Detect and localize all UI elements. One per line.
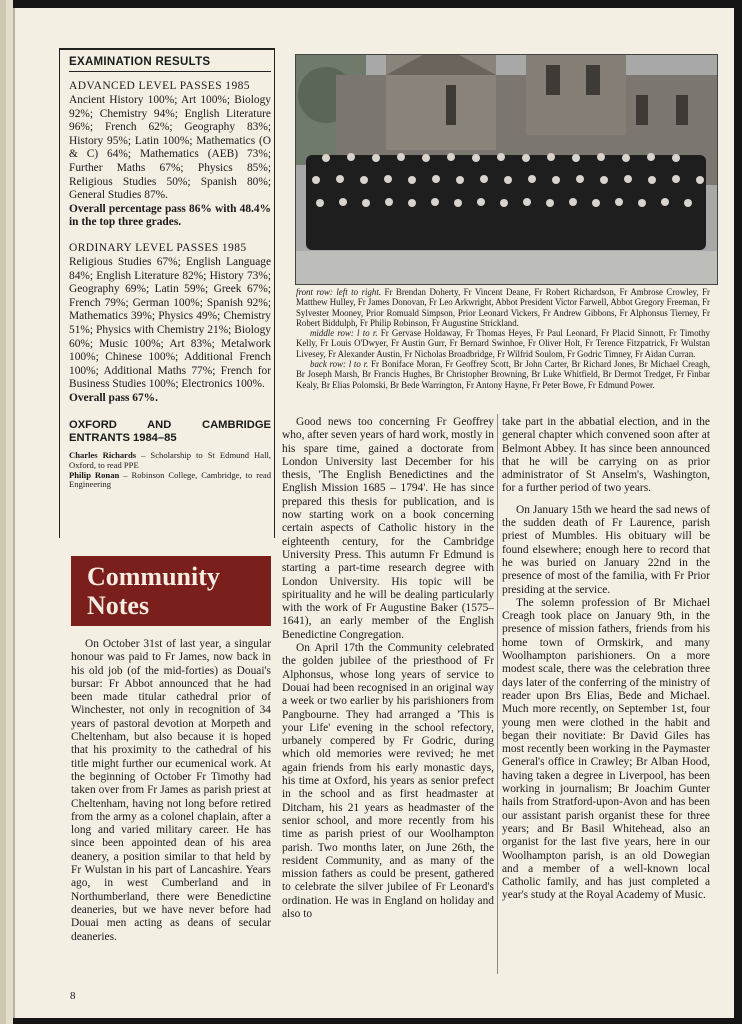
oxbridge-heading: OXFORD AND CAMBRIDGE ENTRANTS 1984–85 [69, 419, 271, 445]
body-paragraph: Good news too concerning Fr Geoffrey who, after seven years of hard work, mostly in his spare time, gained a doctorate from London University last December for his thesis, 'The English Benedictines and the English Mission 1685 – 1794'. He has since prepared this thesis for publication, and is now starting work on a book concerning certain aspects of Catholic history in the eighteenth century, for the Cambridge University Press. This autumn Fr Edmund is starting a part-time research degree with London University. His topic will be spirituality and he will be dealing particularly with the work of Fr Augustine Baker (1575–1641), an early member of the English Benedictine Congregation. [282, 416, 494, 641]
box-left-rule [59, 48, 60, 538]
caption-row-label: front row: left to right. [296, 287, 382, 297]
ordinary-text: Religious Studies 67%; English Language 84%; English Literature 82%; History 73%; Geography 69%; Latin 59%; Greek 67%; French 79%; German 100%; Spanish 92%; Mathematics 39%; Physics 49%; Chemistry 51%; Physics with Chemistry 21%; Biology 60%; Music 100%; Art 83%; Metalwork 100%; Chinese 100%; Additional French 100%; Additional Maths 77%; French for Business Studies 100%; Electronics 100%. [69, 255, 271, 391]
column-2-body [282, 416, 494, 921]
body-paragraph: On April 17th the Community celebrated the golden jubilee of the priesthood of Fr Alphonsus, whose long years of service to Douai had been recognised in an original way a week or two earlier by his parishioners from Pangbourne. They had arranged a 'This is your Life' evening in the school refectory, urbanely compered by Fr Godric, during which old memories were revived; he met again friends from his early monastic days, his time at Oxford, his years as senior prefect in the school and as first headmaster at Ditcham, his 21 years as headmaster of the senior school, and more recently from his time as parish priest of our Woolhampton parish. Two months later, on June 26th, the resident Community, and as many of the mission fathers as could be present, gathered to celebrate the silver jubilee of Fr Leonard's ordination. He was in England on holiday and also to [282, 642, 494, 920]
body-paragraph: On January 15th we heard the sad news of the sudden death of Fr Laurence, parish priest of Mumbles. His obituary will be found elsewhere; enough here to record that he was buried on January 22nd in the presence of most of the familia, with Fr Prior presiding at the service. [502, 503, 710, 596]
body-paragraph: take part in the abbatial election, and in the general chapter which convened soon after at Belmont Abbey. It has since been announced that he will be carrying on as prior administrator of St Anselm's, Washington, for a further period of two years. [502, 416, 710, 495]
caption-row-names: Fr Brendan Doherty, Fr Vincent Deane, Fr Robert Richardson, Fr Ambrose Crowley, Fr Matthew Hulley, Fr James Donovan, Fr Leo Arkwright, Abbot President Victor Farwell, Abbot Gregory Freeman, Fr Sylvester Mooney, Prior Romuald Simpson, Prior Leonard Vickers, Fr Andrew Gibbons, Fr Alphonsus Tierney, Fr Robert Biddulph, Fr Philip Robinson, Fr Augustine Strickland. [296, 287, 710, 328]
ordinary-overall: Overall pass 67%. [69, 391, 158, 404]
entrant-item [69, 451, 271, 470]
caption-row-label: middle row: l to r. [310, 328, 378, 339]
column-divider [497, 414, 498, 974]
community-group-photo [295, 54, 718, 285]
exam-heading: EXAMINATION RESULTS [69, 56, 271, 72]
exam-results-box [69, 56, 271, 490]
advanced-overall: Overall percentage pass 86% with 48.4% in the top three grades. [69, 202, 271, 229]
entrant-name: Charles Richards [69, 450, 137, 461]
entrant-detail: – Scholarship to St Edmund Hall, Oxford, to read PPE [69, 450, 271, 471]
column-1-body [71, 638, 271, 944]
ordinary-heading: ORDINARY LEVEL PASSES 1985 [69, 241, 247, 254]
entrant-item [69, 471, 271, 490]
advanced-text: Ancient History 100%; Art 100%; Biology 92%; Chemistry 94%; English Literature 96%; French 62%; Geography 83%; History 95%; Latin 100%; Mathematics (O & C) 64%; Mathematics (AEB) 73%; Further Maths 67%; Physics 85%; Religious Studies 50%; Spanish 80%; General Studies 87%. [69, 94, 271, 202]
caption-middle-row [296, 328, 710, 359]
caption-row-names: Fr Boniface Moran, Fr Geoffrey Scott, Br John Carter, Br Richard Jones, Br Michael Creagh, Br Joseph Marsh, Br Francis Hughes, Br Christopher Browning, Br Luke Whitfield, Br Dermot Tredget, Fr Finbar Kealy, Br Elias Polomski, Br Bede Warrington, Fr Antony Hayne, Fr Peter Bowe, Fr Edmund Power. [296, 359, 710, 390]
page-edge [6, 0, 13, 1024]
body-paragraph: On October 31st of last year, a singular honour was paid to Fr James, now back in his old job (of the mid-forties) as Douai's bursar: Fr Abbot announced that he had been made titular cathedral prior of Winchester, not only in recognition of 34 years of pastoral devotion at Morpeth and Cheltenham, but also because it is hoped that his proximity to the cathedral of his title might further our ecumenical work. At the beginning of October Fr Timothy had taken over from Fr James as parish priest at Cheltenham, having not long before retired from the army as a colonel chaplain, after a long and varied military career. He has since been appointed dean of his area deanery, a position similar to that held by Fr Wulstan in his part of Lancashire. Years ago, in west Cumberland and in Northumberland, there were Benedictine deaneries, but we have never before had Douai men acting as deans of secular deaneries. [71, 638, 271, 943]
photo-illustration [296, 55, 717, 284]
page-number: 8 [70, 990, 76, 1002]
banner-line: Community [87, 562, 220, 591]
box-top-rule [59, 48, 275, 50]
caption-back-row [296, 359, 710, 390]
advanced-heading: ADVANCED LEVEL PASSES 1985 [69, 80, 250, 92]
column-3-body [502, 416, 710, 903]
body-paragraph: The solemn profession of Br Michael Creagh took place on January 9th, in the presence of mission fathers, friends from his home town of Ormskirk, and many Woolhampton parishioners. On a more modest scale, there was the celebration three days later of the conferring of the ministry of reader upon Brs Elias, Bede and Michael. Much more recently, on September 1st, four young men were clothed in the habit and began their novitiate: Br David Giles has most recently been working in the Paymaster General's office in Crawley; Br Alban Hood, having taken a degree in Liverpool, has been working in journalism; Br Joachim Gunter hails from Stratford-upon-Avon and has been our assistant parish organist these for three years; and Br Basil Whitehead, also an organist for the last five years, here in our Woolhampton parish, is an old Dowegian and a member of a well-known local Catholic family, and has just completed a year's study at the Royal Academy of Music. [502, 596, 710, 902]
caption-front-row [296, 287, 710, 328]
box-right-rule [274, 48, 275, 538]
community-notes-banner [71, 556, 271, 626]
banner-line: Notes [87, 591, 150, 620]
caption-row-names: Fr Gervase Holdaway, Fr Thomas Heyes, Fr Paul Leonard, Fr Placid Sinnott, Fr Timothy Kelly, Fr Louis O'Dwyer, Fr Austin Gurr, Fr Bernard Swinhoe, Fr Oliver Holt, Fr Terence Fitzpatrick, Fr Wulstan Livesey, Fr Alexander Austin, Fr Nicholas Broadbridge, Fr Wilfrid Soulom, Fr Godric Timney, Fr Aidan Curran. [296, 328, 710, 359]
paragraph-gap [502, 496, 710, 504]
entrant-detail: – Robinson College, Cambridge, to read Engineering [69, 469, 271, 490]
caption-row-label: back row: l to r. [310, 359, 369, 370]
photo-caption [296, 287, 710, 390]
entrant-name: Philip Ronan [69, 469, 120, 480]
